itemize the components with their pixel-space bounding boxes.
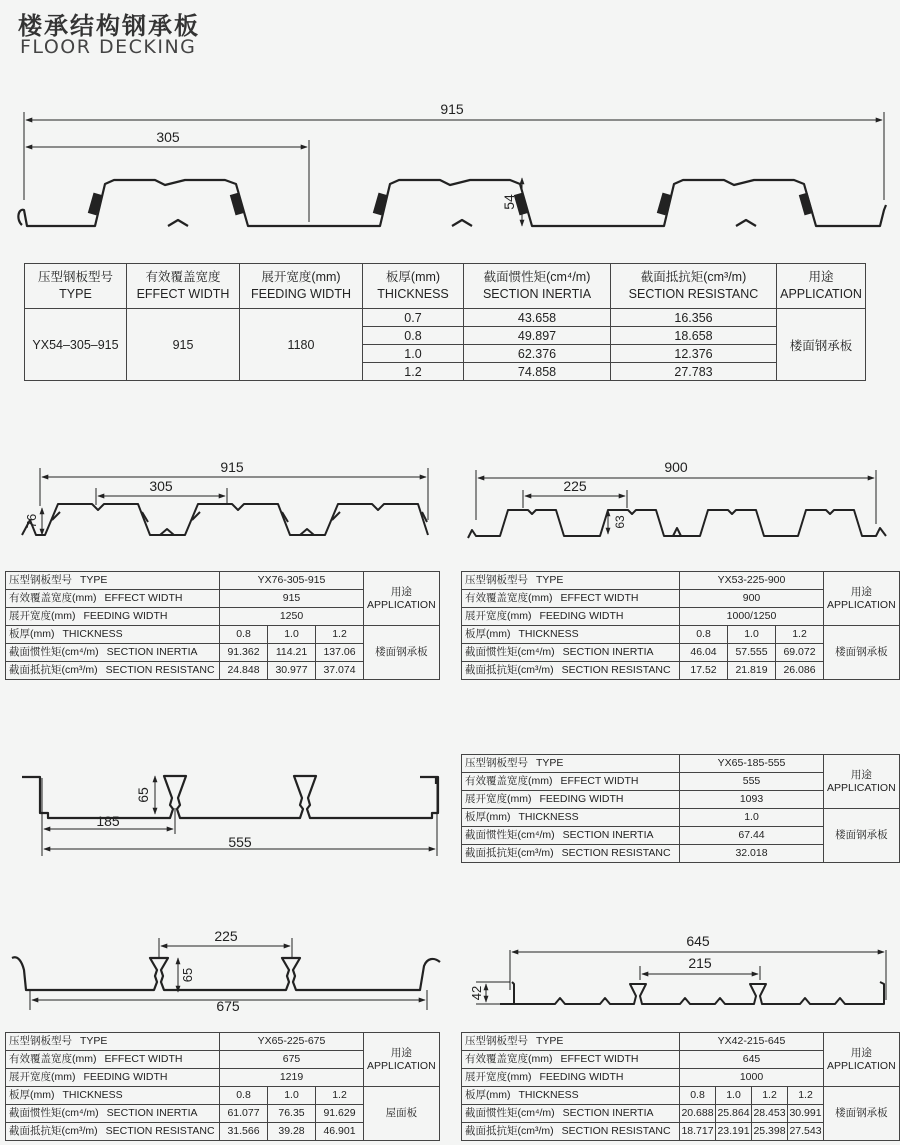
cell-feeding-width: 1093 xyxy=(680,791,824,809)
label-type: 压型钢板型号 TYPE xyxy=(6,1033,220,1051)
cell-thickness: 1.2 xyxy=(752,1087,788,1105)
cell-feeding-width: 1219 xyxy=(220,1069,364,1087)
cell-inertia: 61.077 xyxy=(220,1105,268,1123)
label-effect-width: 有效覆盖宽度(mm) EFFECT WIDTH xyxy=(462,590,680,608)
dim-height-yx76: 76 xyxy=(24,513,39,529)
cell-resistance: 26.086 xyxy=(776,662,824,680)
cell-thickness: 0.8 xyxy=(680,1087,716,1105)
cell-feeding-width: 1250 xyxy=(220,608,364,626)
page-title-cn: 楼承结构钢承板 xyxy=(18,12,200,40)
label-section-inertia: 截面惯性矩(cm⁴/m) SECTION INERTIA xyxy=(462,827,680,845)
label-type: 压型钢板型号 TYPE xyxy=(6,572,220,590)
label-section-resistance: 截面抵抗矩(cm³/m) SECTION RESISTANC xyxy=(6,662,220,680)
cell-type: YX53-225-900 xyxy=(680,572,824,590)
cell-inertia: 137.06 xyxy=(316,644,364,662)
header-feeding-width: 展开宽度(mm) FEEDING WIDTH xyxy=(240,264,363,309)
label-thickness: 板厚(mm) THICKNESS xyxy=(6,1087,220,1105)
cell-resistance: 30.977 xyxy=(268,662,316,680)
label-section-resistance: 截面抵抗矩(cm³/m) SECTION RESISTANC xyxy=(462,662,680,680)
cell-inertia: 30.991 xyxy=(788,1105,824,1123)
label-type: 压型钢板型号 TYPE xyxy=(462,1033,680,1051)
cell-thickness: 0.8 xyxy=(680,626,728,644)
spec-table-yx65-675 xyxy=(5,1032,440,1141)
cell-thickness: 1.2 xyxy=(788,1087,824,1105)
cell-resistance: 24.848 xyxy=(220,662,268,680)
cell-application-label: 用途 APPLICATION xyxy=(364,572,440,626)
cell-resistance: 27.543 xyxy=(788,1123,824,1141)
cell-resistance: 21.819 xyxy=(728,662,776,680)
label-feeding-width: 展开宽度(mm) FEEDING WIDTH xyxy=(6,1069,220,1087)
cell-inertia: 28.453 xyxy=(752,1105,788,1123)
header-thickness: 板厚(mm) THICKNESS xyxy=(363,264,464,309)
dim-pitch-yx76: 305 xyxy=(149,478,173,494)
cell-effect-width: 915 xyxy=(220,590,364,608)
cell-inertia: 91.629 xyxy=(316,1105,364,1123)
header-section-inertia: 截面惯性矩(cm⁴/m) SECTION INERTIA xyxy=(464,264,611,309)
cell-thickness: 0.8 xyxy=(220,1087,268,1105)
cell-thickness: 1.0 xyxy=(680,809,824,827)
cell-resistance: 37.074 xyxy=(316,662,364,680)
profile-yx54 xyxy=(18,112,886,226)
dim-overall-yx42: 645 xyxy=(686,933,710,949)
dim-height-yx54: 54 xyxy=(501,194,517,210)
cell-application-label: 用途 APPLICATION xyxy=(364,1033,440,1087)
header-type: 压型钢板型号 TYPE xyxy=(25,264,127,309)
cell-inertia: 46.04 xyxy=(680,644,728,662)
label-section-resistance: 截面抵抗矩(cm³/m) SECTION RESISTANC xyxy=(462,845,680,863)
cell-application: 楼面钢承板 xyxy=(824,809,900,863)
label-thickness: 板厚(mm) THICKNESS xyxy=(6,626,220,644)
dim-overall-yx54: 915 xyxy=(440,101,464,117)
cell-application-label: 用途 APPLICATION xyxy=(824,572,900,626)
profile-yx76 xyxy=(22,468,428,535)
spec-table-yx76 xyxy=(5,571,440,680)
label-effect-width: 有效覆盖宽度(mm) EFFECT WIDTH xyxy=(6,1051,220,1069)
label-effect-width: 有效覆盖宽度(mm) EFFECT WIDTH xyxy=(462,1051,680,1069)
cell-inertia: 25.864 xyxy=(716,1105,752,1123)
cell-type: YX65-225-675 xyxy=(220,1033,364,1051)
cell-thickness: 0.7 xyxy=(363,309,464,327)
spec-table-yx54 xyxy=(24,263,866,381)
cell-inertia: 43.658 xyxy=(464,309,611,327)
cell-effect-width: 900 xyxy=(680,590,824,608)
spec-table-yx65-555 xyxy=(461,754,900,863)
cell-application: 楼面钢承板 xyxy=(777,309,866,381)
cell-effect-width: 645 xyxy=(680,1051,824,1069)
label-section-inertia: 截面惯性矩(cm⁴/m) SECTION INERTIA xyxy=(462,644,680,662)
cell-thickness: 1.0 xyxy=(716,1087,752,1105)
cell-thickness: 1.2 xyxy=(316,626,364,644)
cell-application: 楼面钢承板 xyxy=(364,626,440,680)
cell-resistance: 39.28 xyxy=(268,1123,316,1141)
dim-height-yx53: 63 xyxy=(613,515,627,529)
cell-inertia: 74.858 xyxy=(464,363,611,381)
label-type: 压型钢板型号 TYPE xyxy=(462,572,680,590)
label-feeding-width: 展开宽度(mm) FEEDING WIDTH xyxy=(6,608,220,626)
dim-overall-yx65-555: 555 xyxy=(228,834,252,850)
cell-resistance: 16.356 xyxy=(611,309,777,327)
cell-resistance: 27.783 xyxy=(611,363,777,381)
profile-yx42 xyxy=(476,950,886,1004)
cell-resistance: 12.376 xyxy=(611,345,777,363)
cell-inertia: 20.688 xyxy=(680,1105,716,1123)
cell-thickness: 0.8 xyxy=(363,327,464,345)
cell-application-label: 用途 APPLICATION xyxy=(824,1033,900,1087)
cell-resistance: 18.658 xyxy=(611,327,777,345)
cell-application-label: 用途 APPLICATION xyxy=(824,755,900,809)
cell-application: 屋面板 xyxy=(364,1087,440,1141)
cell-application: 楼面钢承板 xyxy=(824,1087,900,1141)
cell-thickness: 0.8 xyxy=(220,626,268,644)
cell-thickness: 1.0 xyxy=(728,626,776,644)
dim-pitch-yx54: 305 xyxy=(156,129,180,145)
cell-type: YX54–305–915 xyxy=(25,309,127,381)
label-section-inertia: 截面惯性矩(cm⁴/m) SECTION INERTIA xyxy=(6,1105,220,1123)
header-effect-width: 有效覆盖宽度 EFFECT WIDTH xyxy=(127,264,240,309)
cell-thickness: 1.0 xyxy=(268,626,316,644)
spec-table-yx42 xyxy=(461,1032,900,1141)
cell-inertia: 69.072 xyxy=(776,644,824,662)
cell-inertia: 76.35 xyxy=(268,1105,316,1123)
page-title-en: FLOOR DECKING xyxy=(20,36,197,58)
cell-feeding-width: 1180 xyxy=(240,309,363,381)
cell-thickness: 1.2 xyxy=(776,626,824,644)
label-thickness: 板厚(mm) THICKNESS xyxy=(462,809,680,827)
cell-resistance: 32.018 xyxy=(680,845,824,863)
cell-resistance: 23.191 xyxy=(716,1123,752,1141)
cell-feeding-width: 1000 xyxy=(680,1069,824,1087)
cell-feeding-width: 1000/1250 xyxy=(680,608,824,626)
cell-resistance: 17.52 xyxy=(680,662,728,680)
label-feeding-width: 展开宽度(mm) FEEDING WIDTH xyxy=(462,1069,680,1087)
cell-application: 楼面钢承板 xyxy=(824,626,900,680)
label-effect-width: 有效覆盖宽度(mm) EFFECT WIDTH xyxy=(462,773,680,791)
cell-inertia: 114.21 xyxy=(268,644,316,662)
header-section-resistance: 截面抵抗矩(cm³/m) SECTION RESISTANC xyxy=(611,264,777,309)
spec-table-yx53 xyxy=(461,571,900,680)
dim-pitch-yx42: 215 xyxy=(688,955,712,971)
dim-overall-yx65-675: 675 xyxy=(216,998,240,1014)
cell-inertia: 49.897 xyxy=(464,327,611,345)
dim-height-yx42: 42 xyxy=(469,985,484,1001)
label-feeding-width: 展开宽度(mm) FEEDING WIDTH xyxy=(462,791,680,809)
cell-inertia: 67.44 xyxy=(680,827,824,845)
label-feeding-width: 展开宽度(mm) FEEDING WIDTH xyxy=(462,608,680,626)
cell-inertia: 62.376 xyxy=(464,345,611,363)
label-section-inertia: 截面惯性矩(cm⁴/m) SECTION INERTIA xyxy=(462,1105,680,1123)
dim-pitch-yx65-555: 185 xyxy=(96,813,120,829)
label-effect-width: 有效覆盖宽度(mm) EFFECT WIDTH xyxy=(6,590,220,608)
dim-pitch-yx65-675: 225 xyxy=(214,928,238,944)
dim-height-yx65-555: 65 xyxy=(135,787,151,803)
label-type: 压型钢板型号 TYPE xyxy=(462,755,680,773)
cell-type: YX65-185-555 xyxy=(680,755,824,773)
cell-inertia: 91.362 xyxy=(220,644,268,662)
cell-resistance: 31.566 xyxy=(220,1123,268,1141)
label-section-resistance: 截面抵抗矩(cm³/m) SECTION RESISTANC xyxy=(6,1123,220,1141)
label-thickness: 板厚(mm) THICKNESS xyxy=(462,1087,680,1105)
cell-resistance: 46.901 xyxy=(316,1123,364,1141)
cell-type: YX42-215-645 xyxy=(680,1033,824,1051)
cell-thickness: 1.2 xyxy=(316,1087,364,1105)
cell-resistance: 18.717 xyxy=(680,1123,716,1141)
dim-pitch-yx53: 225 xyxy=(563,478,587,494)
cell-thickness: 1.0 xyxy=(363,345,464,363)
dim-overall-yx76: 915 xyxy=(220,459,244,475)
label-section-inertia: 截面惯性矩(cm⁴/m) SECTION INERTIA xyxy=(6,644,220,662)
profile-yx53 xyxy=(468,470,886,538)
cell-effect-width: 555 xyxy=(680,773,824,791)
cell-inertia: 57.555 xyxy=(728,644,776,662)
cell-effect-width: 675 xyxy=(220,1051,364,1069)
cell-thickness: 1.0 xyxy=(268,1087,316,1105)
dim-height-yx65-675: 65 xyxy=(180,967,195,983)
label-thickness: 板厚(mm) THICKNESS xyxy=(462,626,680,644)
cell-effect-width: 915 xyxy=(127,309,240,381)
dim-overall-yx53: 900 xyxy=(664,459,688,475)
label-section-resistance: 截面抵抗矩(cm³/m) SECTION RESISTANC xyxy=(462,1123,680,1141)
cell-thickness: 1.2 xyxy=(363,363,464,381)
cell-resistance: 25.398 xyxy=(752,1123,788,1141)
cell-type: YX76-305-915 xyxy=(220,572,364,590)
header-application: 用途 APPLICATION xyxy=(777,264,866,309)
